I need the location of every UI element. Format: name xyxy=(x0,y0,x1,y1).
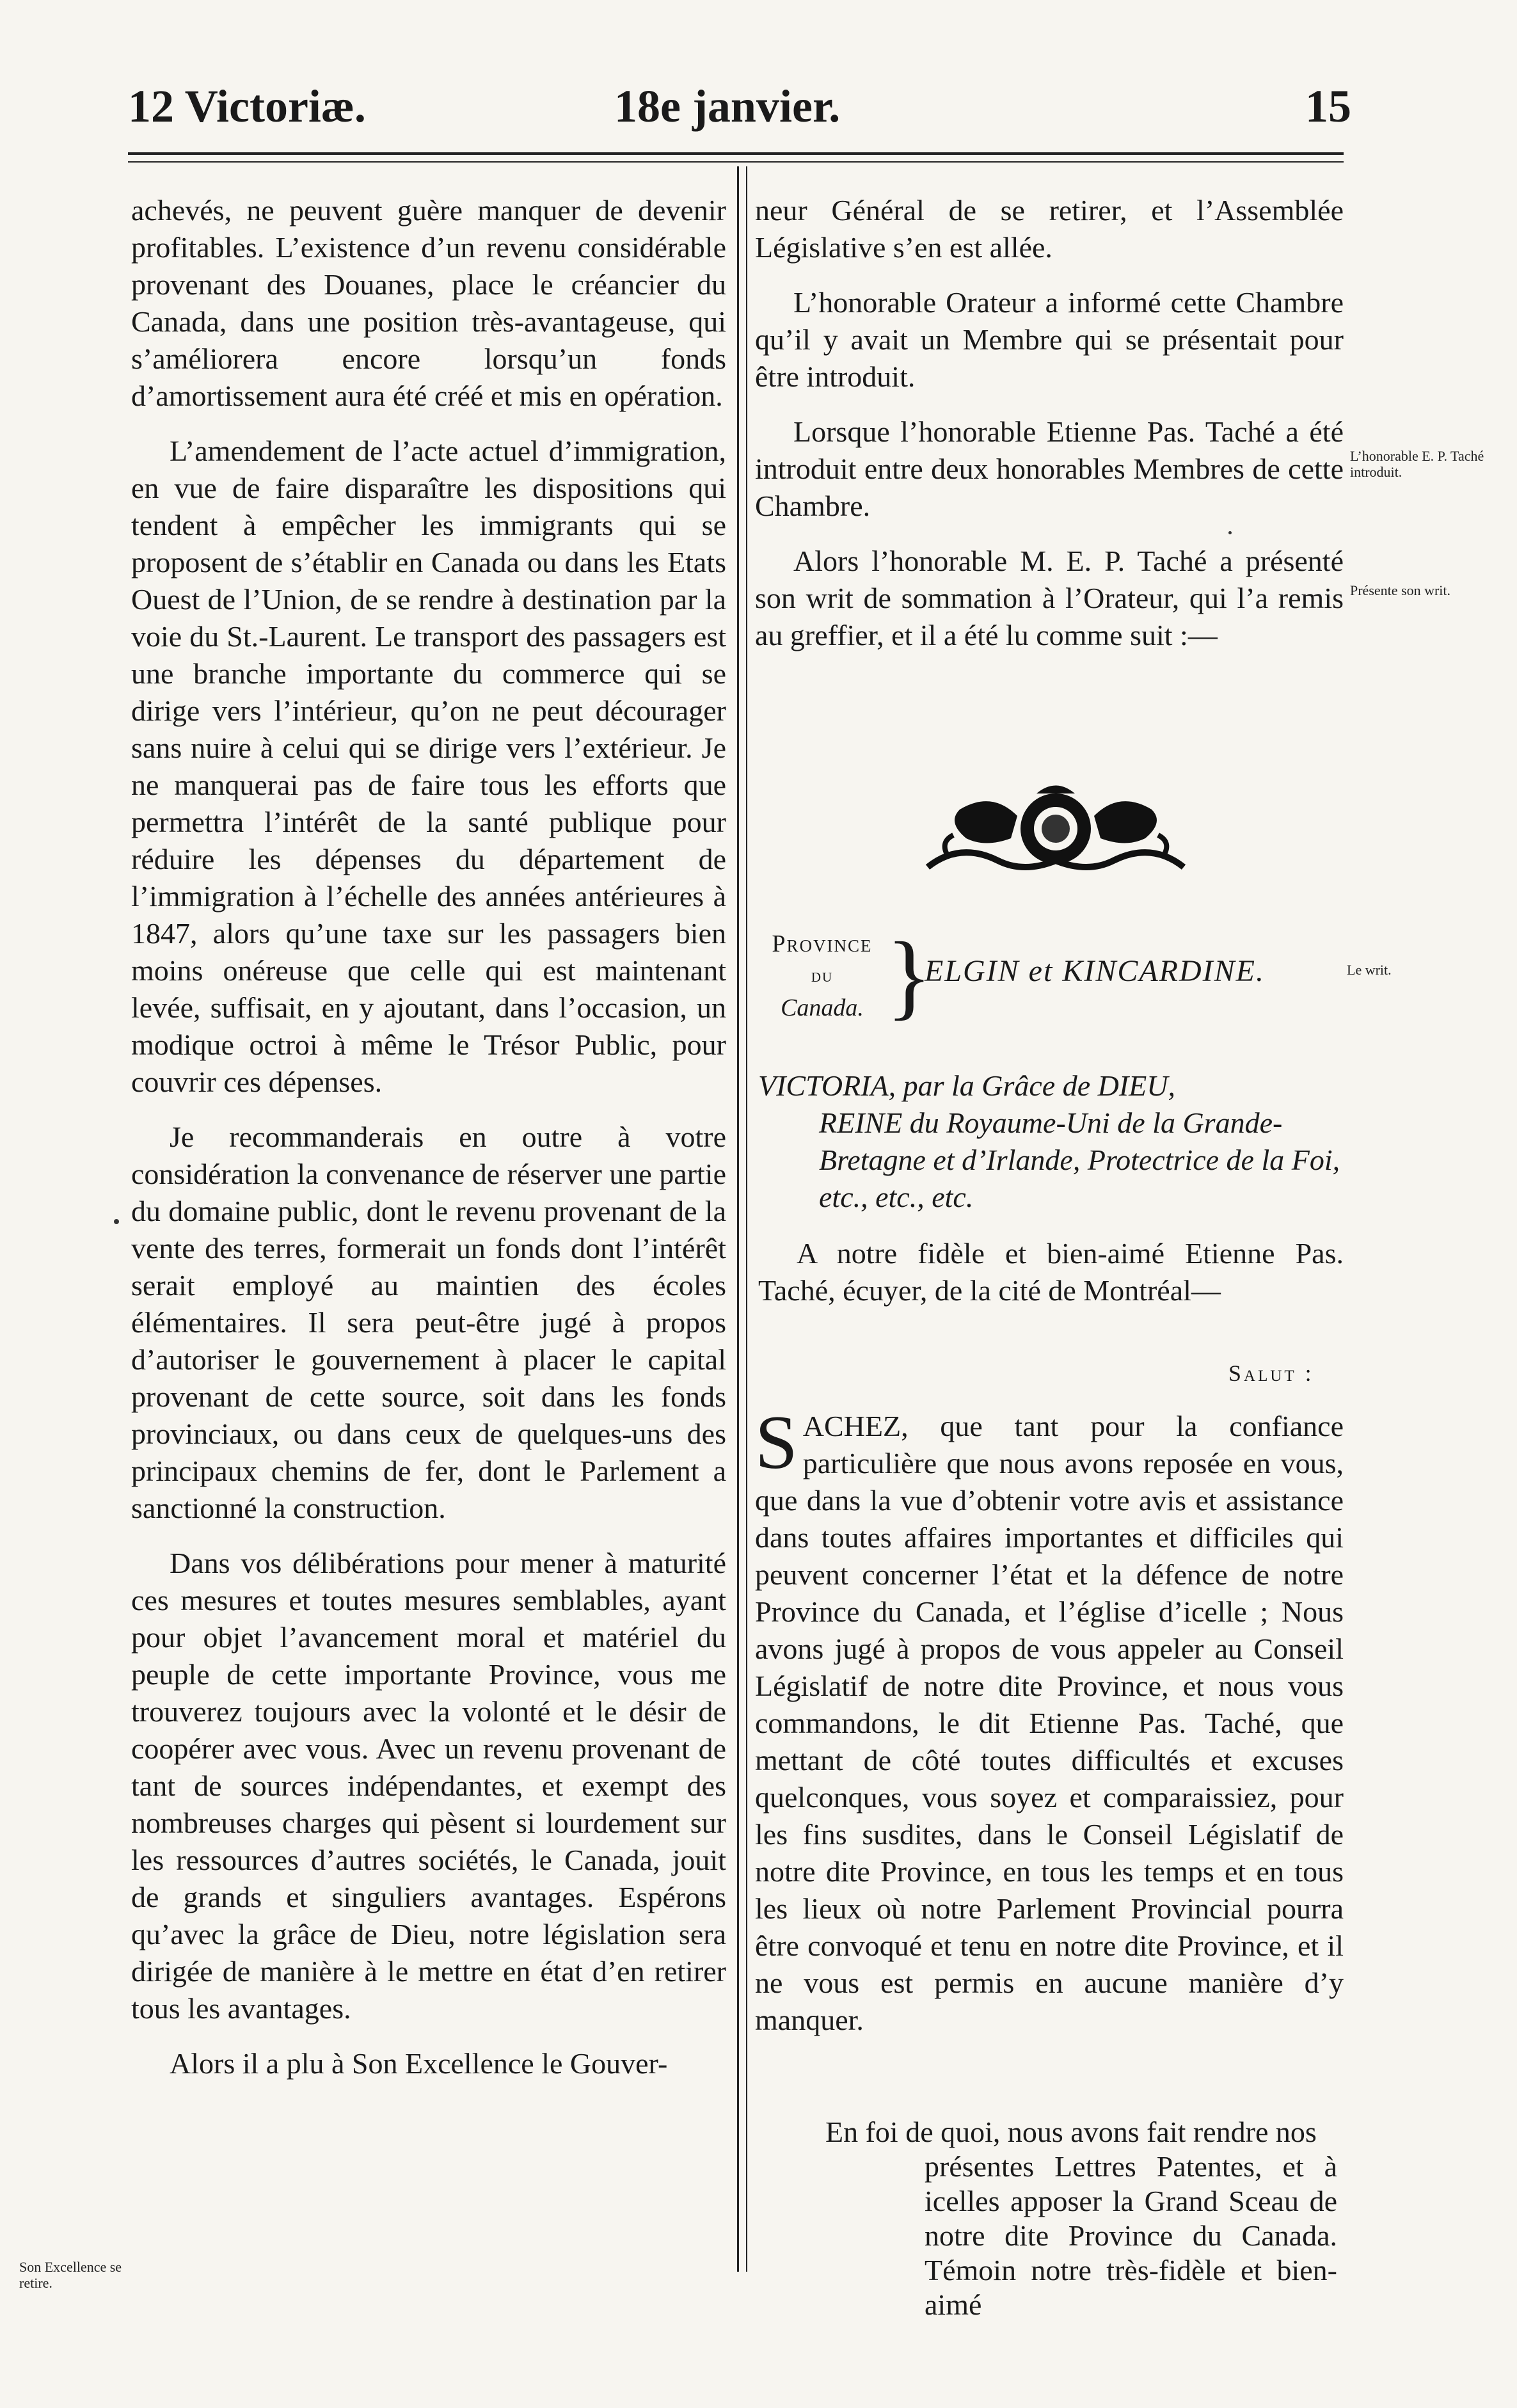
closing-first-line: En foi de quoi, nous avons fait rendre nos xyxy=(825,2116,1317,2148)
electoral-division: ELGIN et KINCARDINE. xyxy=(925,954,1265,988)
writ-closing xyxy=(825,2115,1337,2322)
left-column xyxy=(131,192,726,2100)
writ-province-block xyxy=(758,923,1347,1030)
writ-body xyxy=(755,1399,1344,2057)
paragraph: L’honorable Orateur a informé cette Chambre qu’il y avait un Membre qui se présentait pour être introduit. xyxy=(755,286,1344,393)
salutation: Salut : xyxy=(1228,1360,1314,1386)
ink-speck xyxy=(114,1219,119,1224)
margin-note-introduced: L’honorable E. P. Taché introduit. xyxy=(1350,448,1484,480)
writ-address: A notre fidèle et bien-aimé Etienne Pas. Taché, écuyer, de la cité de Montréal— xyxy=(758,1237,1344,1307)
paragraph: achevés, ne peuvent guère manquer de devenir profitables. L’existence d’un revenu considérable provenant des Douanes, place le créancier du Canada, dans une position très-avantageuse, qui s’améliorera encore lorsqu’un fonds d’amortissement aura été créé et mis en opération. xyxy=(131,194,726,412)
paragraph: Alors il a plu à Son Excellence le Gouver- xyxy=(170,2047,668,2080)
margin-note-the-writ: Le writ. xyxy=(1347,962,1392,978)
paragraph: Dans vos délibérations pour mener à maturité ces mesures et toutes mesures semblables, ayant pour objet l’avancement moral et matériel du peuple de cette importante Province, vous me trouverez toujours avec la volonté et le désir de coopérer avec vous. Avec un revenu provenant de tant de sources indépendantes, et exempt des nombreuses charges qui pèsent si lourdement sur les ressources d’autres sociétés, le Canada, jouit de grands et singuliers avantages. Espérons qu’avec la grâce de Dieu, notre législation sera dirigée de manière à le mettre en état d’en retirer tous les avantages. xyxy=(131,1547,726,2025)
drop-cap: S xyxy=(755,1399,798,1485)
paragraph: Lorsque l’honorable Etienne Pas. Taché a été introduit entre deux honorables Membres de cette Chambre. xyxy=(755,415,1344,522)
page-number: 15 xyxy=(1305,81,1351,132)
margin-note-excellency-withdraws: Son Excellence se retire. xyxy=(19,2259,122,2291)
ink-speck xyxy=(1228,531,1232,534)
right-column xyxy=(755,192,1344,672)
header-rule-thin xyxy=(128,161,1344,163)
brace-glyph: } xyxy=(886,923,932,1029)
margin-note-presents-writ: Présente son writ. xyxy=(1350,582,1451,598)
column-divider-thin xyxy=(746,166,747,2272)
header-rule xyxy=(128,152,1344,155)
province-label-line: Province xyxy=(772,930,873,957)
province-label-line: Canada. xyxy=(781,994,864,1021)
running-header-left: 12 Victoriæ. xyxy=(128,81,366,132)
province-label-line: du xyxy=(811,965,834,986)
paragraph: L’amendement de l’acte actuel d’immigration, en vue de faire disparaître les dispositions qui tendent à empêcher les immigrants qui se proposent de s’établir en Canada ou dans les Etats Ouest de l’Union, de se rendre à destination par la voie du St.-Laurent. Le transport des passagers est une branche importante du commerce qui se dirige vers l’intérieur, qu’on ne peut décourager sans nuire à celui qui se dirige vers l’extérieur. Je ne manquerai pas de faire tous les efforts que permettra l’intérêt de la santé publique pour réduire les dépenses du département de l’immigration à l’échelle des années antérieures à 1847, alors qu’une taxe sur les passagers bien moins onéreuse que celle qui est maintenant levée, suffisait, en y ajoutant, dans l’occasion, un modique octroi à même le Trésor Public, pour couvrir ces dépenses. xyxy=(131,435,726,1098)
paragraph: Alors l’honorable M. E. P. Taché a présenté son writ de sommation à l’Orateur, qui l’a remis au greffier, et il a été lu comme suit :— xyxy=(755,545,1344,651)
royal-arms-ornament xyxy=(921,777,1190,886)
column-divider xyxy=(737,166,739,2272)
paragraph: Je recommanderais en outre à votre considération la convenance de réserver une partie du domaine public, dont le revenu provenant de la vente des terres, formerait un fonds dont l’intérêt serait employé au maintien des écoles élémentaires. Il sera peut-être jugé à propos d’autoriser le gouvernement à placer le capital provenant de cette source, soit dans les fonds provinciaux, ou dans ceux de quelques-uns des principaux chemins de fer, dont le Parlement a sanctionné la construction. xyxy=(131,1120,726,1524)
writ-text: ACHEZ, que tant pour la confiance particulière que nous avons reposée en vous, que dans la vue d’obtenir votre avis et assistance dans toutes affaires importantes et difficiles qui peuvent concerner l’état et la défence de notre Province du Canada, et l’église d’icelle ; Nous avons jugé à propos de vous appeler au Conseil Législatif de notre dite Province, et nous vous commandons, le dit Etienne Pas. Taché, que mettant de côté toutes difficultés et excuses quelconques, vous soyez et comparaissiez, pour les fins susdites, dans le Conseil Législatif de notre dite Province, en tous les temps et en tous les lieux où notre Parlement Provincial pourra être convoqué et tenu en notre dite Province, et il ne vous est permis en aucune manière d’y manquer. xyxy=(755,1410,1344,2036)
royal-style-rest: REINE du Royaume-Uni de la Grande-Bretagne et d’Irlande, Protectrice de la Foi, etc., etc., etc. xyxy=(819,1106,1340,1213)
running-header-date: 18e janvier. xyxy=(614,81,841,132)
royal-style-line: VICTORIA, par la Grâce de DIEU, xyxy=(758,1069,1175,1102)
province-label xyxy=(758,928,886,1024)
royal-style xyxy=(758,1067,1344,1309)
closing-rest: présentes Lettres Patentes, et à icelles apposer la Grand Sceau de notre dite Province du Canada. Témoin notre très-fidèle et bien-aimé xyxy=(925,2150,1337,2321)
paragraph xyxy=(755,1399,1344,2039)
paragraph: neur Général de se retirer, et l’Assemblée Législative s’en est allée. xyxy=(755,194,1344,264)
